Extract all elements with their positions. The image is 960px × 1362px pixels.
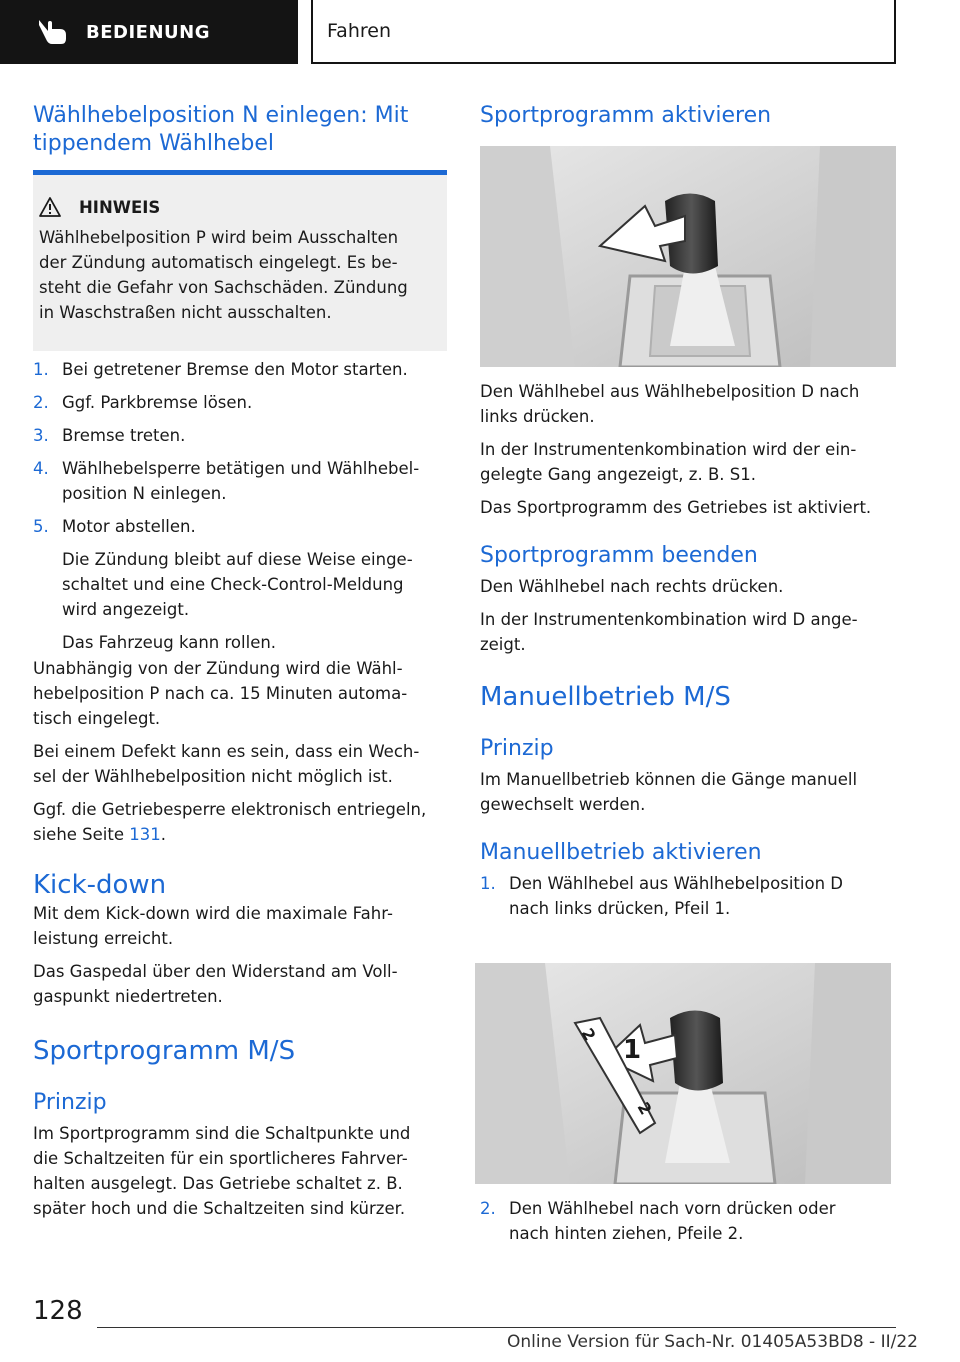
section-title: BEDIENUNG bbox=[86, 21, 210, 43]
heading-sport-end: Sportprogramm beenden bbox=[480, 543, 758, 568]
list-item: 2. Den Wählhebel nach vorn drücken oder nach hinten ziehen, Pfeile 2. bbox=[480, 1199, 836, 1243]
chapter-tab bbox=[311, 0, 896, 64]
online-version-note: Online Version für Sach-Nr. 01405A53BD8 - II/22 bbox=[507, 1332, 918, 1352]
notice-text: Wählhebelposition P wird beim Ausschalten der Zündung automatisch eingelegt. Es be- steht die Gefahr von Sachschäden. Zündung in Waschstraßen nicht ausschalten. bbox=[39, 228, 408, 322]
paragraph: In der Instrumentenkombination wird D ange- zeigt. bbox=[480, 610, 858, 654]
right-body-1 bbox=[480, 379, 900, 921]
list-item: 3. Bremse treten. bbox=[33, 426, 186, 445]
paragraph: Im Manuellbetrieb können die Gänge manuell gewechselt werden. bbox=[480, 770, 858, 814]
pointing-hand-icon bbox=[36, 17, 70, 47]
paragraph: Das Gaspedal über den Widerstand am Voll- gaspunkt niedertreten. bbox=[33, 962, 398, 1006]
list-item: 1. Den Wählhebel aus Wählhebelposition D nach links drücken, Pfeil 1. bbox=[480, 874, 843, 918]
paragraph: Mit dem Kick-down wird die maximale Fahr- leistung erreicht. bbox=[33, 904, 393, 948]
gear-lever-illustration-2 bbox=[475, 963, 891, 1184]
gear-lever-photo-1 bbox=[480, 146, 896, 367]
list-item: 1. Bei getretener Bremse den Motor starten. bbox=[33, 360, 408, 379]
paragraph: Bei einem Defekt kann es sein, dass ein Wech- sel der Wählhebelposition nicht möglich ist. bbox=[33, 742, 420, 786]
paragraph: In der Instrumentenkombination wird der ein- gelegte Gang angezeigt, z. B. S1. bbox=[480, 440, 857, 484]
paragraph: Den Wählhebel nach rechts drücken. bbox=[480, 577, 784, 596]
heading-prinzip: Prinzip bbox=[33, 1090, 107, 1115]
list-item: 5. Motor abstellen. Die Zündung bleibt auf diese Weise einge- schaltet und eine Check-Control-Meldung wird angezeigt. Das Fahrzeug kann rollen. bbox=[33, 514, 447, 655]
heading-kick-down: Kick-down bbox=[33, 870, 167, 900]
step5-note: Die Zündung bleibt auf diese Weise einge- schaltet und eine Check-Control-Meldung wird angezeigt. bbox=[62, 550, 413, 619]
left-body bbox=[33, 656, 453, 1221]
heading-sportprogramm: Sportprogramm M/S bbox=[33, 1036, 296, 1066]
arrow-label-2b: 2 bbox=[633, 1098, 656, 1119]
section-tab bbox=[0, 0, 298, 64]
paragraph: Unabhängig von der Zündung wird die Wähl- hebelposition P nach ca. 15 Minuten automa- tisch eingelegt. bbox=[33, 659, 408, 728]
chapter-title: Fahren bbox=[327, 20, 391, 42]
notice-box bbox=[33, 170, 447, 351]
heading-n-position: Wählhebelposition N einlegen: Mit tippendem Wählhebel bbox=[33, 103, 409, 156]
gear-lever-photo-2 bbox=[475, 963, 891, 1184]
arrow-label-2a: 2 bbox=[577, 1024, 600, 1045]
right-body-2 bbox=[480, 1196, 900, 1246]
paragraph: Im Sportprogramm sind die Schaltpunkte und die Schaltzeiten für ein sportlicheres Fahrver- halten ausgelegt. Das Getriebe schaltet z. B. später hoch und die Schaltzeiten sind kürzer. bbox=[33, 1124, 411, 1218]
paragraph: Den Wählhebel aus Wählhebelposition D nach links drücken. bbox=[480, 382, 860, 426]
heading-manuellbetrieb: Manuellbetrieb M/S bbox=[480, 682, 731, 712]
step5-note2: Das Fahrzeug kann rollen. bbox=[62, 633, 277, 652]
paragraph: Das Sportprogramm des Getriebes ist aktiviert. bbox=[480, 498, 872, 517]
heading-sport-activate: Sportprogramm aktivieren bbox=[480, 103, 772, 128]
paragraph: Ggf. die Getriebesperre elektronisch entriegeln, siehe Seite 131. bbox=[33, 800, 427, 844]
page-link[interactable]: 131 bbox=[129, 825, 161, 844]
notice-title: HINWEIS bbox=[79, 197, 161, 217]
list-item: 4. Wählhebelsperre betätigen und Wählhebel- position N einlegen. bbox=[33, 459, 420, 503]
gear-lever-illustration bbox=[480, 146, 896, 367]
footer-divider bbox=[97, 1327, 896, 1328]
heading-manual-activate: Manuellbetrieb aktivieren bbox=[480, 840, 762, 865]
warning-triangle-icon bbox=[39, 197, 61, 217]
page-number: 128 bbox=[33, 1296, 83, 1326]
list-item: 2. Ggf. Parkbremse lösen. bbox=[33, 393, 253, 412]
arrow-label-1: 1 bbox=[623, 1035, 642, 1065]
heading-prinzip-right: Prinzip bbox=[480, 736, 554, 761]
steps-list bbox=[33, 357, 447, 663]
